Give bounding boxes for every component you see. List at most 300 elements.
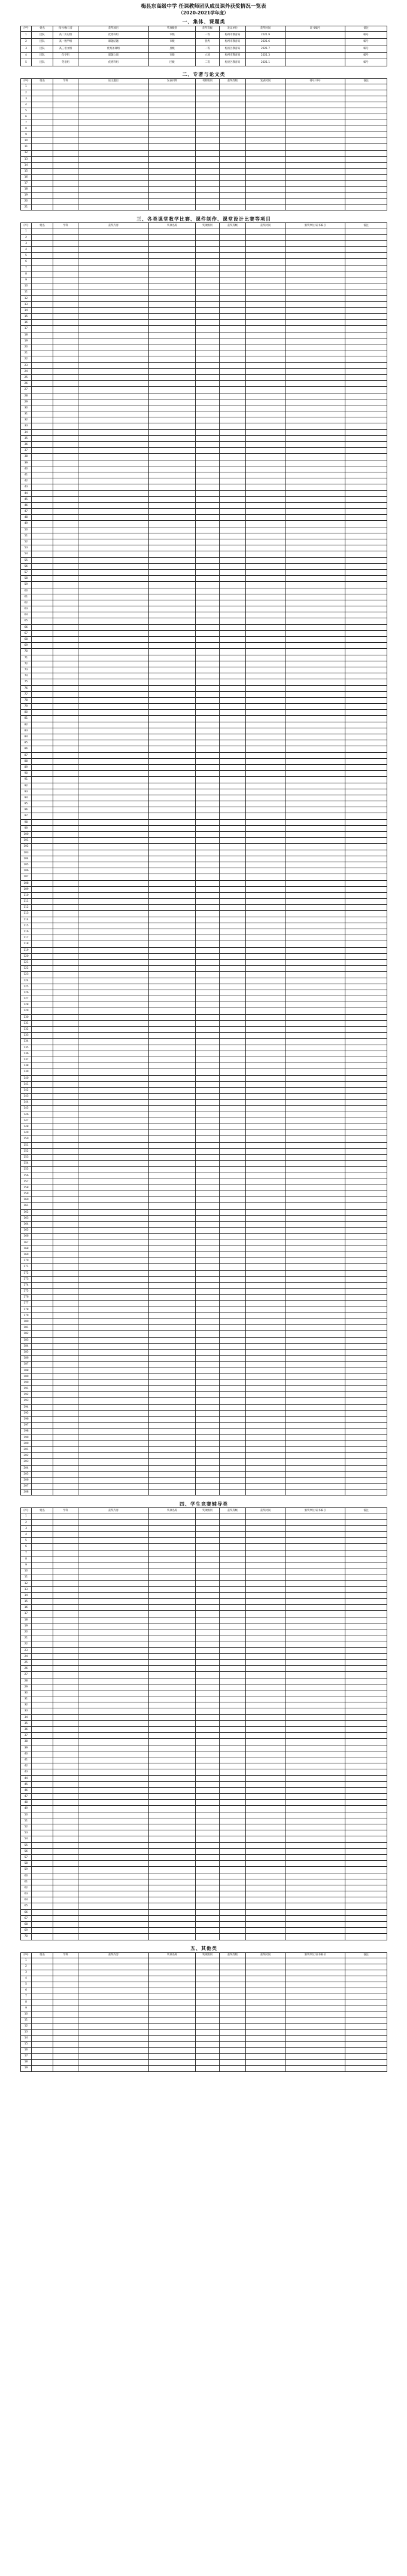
table-cell: [196, 454, 220, 460]
table-cell: [53, 1368, 78, 1374]
table-cell: [78, 132, 149, 138]
table-cell: [196, 253, 220, 259]
table-cell: [196, 1356, 220, 1362]
table-cell: [78, 844, 149, 850]
table-cell: [32, 1599, 53, 1605]
table-cell: [32, 405, 53, 411]
table-cell: [149, 1423, 196, 1429]
table-cell: [53, 96, 78, 102]
table-cell: [149, 150, 196, 156]
table-cell: [246, 417, 285, 423]
table-cell: [32, 551, 53, 557]
table-cell: [32, 1915, 53, 1921]
table-cell: [32, 1928, 53, 1934]
table-cell: [149, 320, 196, 326]
table-cell: [196, 1020, 220, 1026]
table-cell: [345, 1410, 387, 1416]
table-cell: [149, 181, 196, 187]
table-cell: [246, 90, 285, 96]
table-cell: [285, 1417, 345, 1423]
table-cell: [196, 1209, 220, 1215]
table-cell: [149, 271, 196, 277]
table-cell: [149, 850, 196, 856]
table-cell: [32, 228, 53, 234]
table-cell: [246, 314, 285, 320]
table-cell: [196, 1203, 220, 1209]
table-cell: [32, 612, 53, 618]
table-cell: [220, 1087, 246, 1093]
table-cell: [246, 1592, 285, 1598]
table-cell: [78, 807, 149, 813]
table-cell: [32, 1142, 53, 1148]
table-cell: [196, 545, 220, 551]
table-row: [21, 1928, 387, 1934]
table-cell: [246, 728, 285, 734]
table-cell: [246, 1087, 285, 1093]
table-cell: [285, 856, 345, 862]
table-cell: [220, 381, 246, 387]
table-cell: [246, 1228, 285, 1234]
table-cell: [78, 1836, 149, 1842]
table-cell: [285, 240, 345, 246]
table-cell: [220, 752, 246, 758]
table-cell: [78, 1794, 149, 1800]
table-cell: 56: [21, 563, 32, 569]
table-cell: 132: [21, 1027, 32, 1033]
table-row: [21, 1879, 387, 1885]
table-cell: [53, 521, 78, 527]
table-row: [21, 1490, 387, 1495]
table-cell: [246, 350, 285, 356]
table-cell: [78, 1051, 149, 1057]
table-row: [21, 187, 387, 193]
table-cell: [285, 777, 345, 783]
table-cell: [345, 771, 387, 777]
table-cell: [149, 399, 196, 405]
table-cell: [285, 783, 345, 789]
table-cell: [220, 399, 246, 405]
table-row: [21, 978, 387, 984]
table-cell: [246, 1720, 285, 1726]
table-cell: 167: [21, 1240, 32, 1246]
table-cell: [246, 240, 285, 246]
table-cell: [345, 181, 387, 187]
table-cell: 58: [21, 1861, 32, 1867]
table-row: [21, 174, 387, 180]
table-cell: [345, 856, 387, 862]
table-cell: 105: [21, 862, 32, 868]
table-cell: [53, 1228, 78, 1234]
table-cell: 162: [21, 1209, 32, 1215]
table-cell: [149, 1112, 196, 1118]
table-cell: 3: [21, 1970, 32, 1976]
table-cell: [246, 758, 285, 764]
table-cell: 161: [21, 1203, 32, 1209]
table-cell: [246, 515, 285, 521]
table-cell: [220, 1130, 246, 1136]
table-cell: [220, 162, 246, 168]
table-cell: [32, 1423, 53, 1429]
table-cell: [32, 1130, 53, 1136]
table-cell: [53, 1039, 78, 1045]
table-cell: [53, 1112, 78, 1118]
table-row: [21, 1994, 387, 2000]
table-row: [21, 1818, 387, 1824]
table-cell: [196, 685, 220, 691]
table-cell: [285, 301, 345, 307]
table-cell: [345, 1678, 387, 1684]
table-cell: [78, 1848, 149, 1854]
table-cell: [285, 667, 345, 673]
table-cell: [246, 2065, 285, 2071]
table-cell: [220, 344, 246, 350]
table-cell: [78, 326, 149, 332]
table-cell: [32, 527, 53, 533]
table-cell: [32, 1349, 53, 1355]
table-cell: [345, 332, 387, 338]
table-cell: 15: [21, 1599, 32, 1605]
table-row: [21, 600, 387, 606]
table-cell: 138: [21, 1063, 32, 1069]
column-header: 颁奖单位/证书编号: [285, 1508, 345, 1513]
table-cell: [246, 917, 285, 923]
table-cell: [196, 722, 220, 728]
table-cell: 166: [21, 1234, 32, 1240]
table-cell: [149, 478, 196, 484]
table-cell: 40: [21, 466, 32, 472]
table-cell: [78, 953, 149, 959]
table-cell: [220, 856, 246, 862]
table-cell: [149, 1751, 196, 1757]
table-row: [21, 1599, 387, 1605]
table-cell: [78, 1404, 149, 1410]
table-cell: 41: [21, 1757, 32, 1763]
table-row: [21, 1136, 387, 1142]
table-cell: [220, 728, 246, 734]
table-cell: [285, 295, 345, 301]
table-cell: [285, 911, 345, 917]
table-cell: [220, 1988, 246, 1994]
table-cell: [345, 1714, 387, 1720]
table-cell: [220, 1696, 246, 1702]
table-row: [21, 1897, 387, 1903]
table-cell: [246, 1356, 285, 1362]
table-cell: [196, 435, 220, 441]
table-cell: [78, 1094, 149, 1100]
table-cell: [246, 1331, 285, 1337]
table-cell: [78, 673, 149, 679]
table-cell: [196, 1903, 220, 1909]
table-cell: [32, 1148, 53, 1154]
table-cell: [246, 533, 285, 539]
table-cell: [285, 832, 345, 838]
table-cell: 48: [21, 1800, 32, 1806]
table-cell: [32, 1818, 53, 1824]
table-cell: [246, 819, 285, 825]
table-cell: [220, 624, 246, 630]
table-cell: [285, 1362, 345, 1368]
table-row: [21, 1423, 387, 1429]
table-cell: [53, 289, 78, 295]
table-cell: [32, 1592, 53, 1598]
table-row: [21, 825, 387, 831]
table-cell: [220, 1307, 246, 1313]
table-row: [21, 844, 387, 850]
table-row: [21, 862, 387, 868]
table-cell: [78, 2000, 149, 2006]
table-cell: [53, 630, 78, 636]
table-cell: [345, 502, 387, 508]
table-cell: 115: [21, 923, 32, 929]
table-cell: [285, 114, 345, 120]
table-cell: 20: [21, 199, 32, 205]
table-row: [21, 2023, 387, 2029]
table-cell: [220, 2065, 246, 2071]
table-cell: [32, 472, 53, 478]
table-cell: [78, 1270, 149, 1276]
table-cell: [345, 911, 387, 917]
table-cell: [32, 429, 53, 435]
table-cell: [32, 314, 53, 320]
table-cell: [32, 959, 53, 965]
table-cell: [78, 362, 149, 368]
table-cell: 141: [21, 1081, 32, 1087]
table-cell: [32, 1417, 53, 1423]
table-cell: [345, 1209, 387, 1215]
table-cell: [246, 1891, 285, 1897]
table-cell: [53, 539, 78, 545]
table-cell: [149, 1708, 196, 1714]
table-row: [21, 1720, 387, 1726]
table-cell: [78, 1720, 149, 1726]
table-cell: [53, 569, 78, 575]
table-cell: 12: [21, 295, 32, 301]
table-cell: [32, 1379, 53, 1385]
table-cell: 149: [21, 1130, 32, 1136]
table-cell: [149, 234, 196, 240]
table-cell: [285, 374, 345, 380]
table-cell: [32, 764, 53, 770]
table-cell: [53, 1379, 78, 1385]
table-cell: [78, 417, 149, 423]
table-row: [21, 1781, 387, 1787]
table-cell: [285, 1568, 345, 1574]
table-cell: [196, 271, 220, 277]
table-cell: [345, 2059, 387, 2065]
table-cell: [345, 96, 387, 102]
table-cell: [78, 795, 149, 801]
table-cell: [220, 1228, 246, 1234]
table-cell: [220, 1994, 246, 2000]
table-cell: [149, 1191, 196, 1197]
table-cell: [196, 911, 220, 917]
table-row: [21, 472, 387, 478]
table-cell: [345, 1641, 387, 1647]
table-cell: [285, 1525, 345, 1531]
table-cell: [220, 1623, 246, 1629]
table-cell: [53, 314, 78, 320]
table-cell: [345, 935, 387, 941]
table-cell: [53, 1465, 78, 1471]
table-cell: [246, 1033, 285, 1039]
table-cell: [32, 2000, 53, 2006]
table-cell: [32, 1075, 53, 1081]
table-cell: [78, 1289, 149, 1295]
table-cell: [246, 1714, 285, 1720]
table-cell: [196, 649, 220, 655]
table-cell: [196, 582, 220, 588]
table-cell: [78, 1477, 149, 1483]
table-row: [21, 448, 387, 454]
table-row: [21, 1020, 387, 1026]
table-cell: [220, 1429, 246, 1434]
table-cell: [53, 758, 78, 764]
table-cell: [149, 1392, 196, 1398]
table-cell: [53, 1471, 78, 1477]
table-cell: [149, 667, 196, 673]
table-cell: [345, 1148, 387, 1154]
table-cell: [285, 399, 345, 405]
table-cell: [345, 1513, 387, 1519]
table-cell: 市级: [149, 32, 196, 39]
table-cell: [345, 350, 387, 356]
table-cell: [345, 102, 387, 108]
table-row: [21, 1429, 387, 1434]
table-cell: [220, 825, 246, 831]
table-cell: [32, 1836, 53, 1842]
table-row: [21, 1002, 387, 1008]
table-cell: [196, 289, 220, 295]
table-cell: [196, 1069, 220, 1075]
table-row: [21, 199, 387, 205]
table-cell: [78, 1459, 149, 1465]
table-cell: [345, 868, 387, 874]
table-cell: 129: [21, 1008, 32, 1014]
table-cell: 26: [21, 1666, 32, 1672]
table-cell: [246, 205, 285, 210]
table-cell: [220, 102, 246, 108]
table-cell: [53, 1934, 78, 1940]
table-cell: [246, 1544, 285, 1550]
table-cell: [220, 819, 246, 825]
table-cell: [53, 1647, 78, 1653]
table-cell: [32, 576, 53, 582]
table-cell: [285, 935, 345, 941]
table-cell: [53, 472, 78, 478]
column-header: 获奖等级: [220, 78, 246, 84]
table-row: [21, 1861, 387, 1867]
table-cell: [345, 923, 387, 929]
table-cell: [149, 1440, 196, 1446]
table-cell: [78, 2041, 149, 2047]
table-cell: [196, 1471, 220, 1477]
table-cell: [53, 728, 78, 734]
table-cell: [149, 1094, 196, 1100]
table-cell: [196, 1684, 220, 1690]
table-cell: 180: [21, 1319, 32, 1325]
table-row: [21, 1532, 387, 1538]
table-cell: [220, 405, 246, 411]
table-cell: [285, 576, 345, 582]
table-row: [21, 1562, 387, 1568]
table-row: [21, 1733, 387, 1739]
table-cell: [53, 1020, 78, 1026]
column-header: 获奖时间: [246, 1508, 285, 1513]
table-cell: [78, 710, 149, 716]
table-cell: [78, 387, 149, 393]
table-cell: [345, 1769, 387, 1775]
table-cell: [32, 1641, 53, 1647]
table-cell: [246, 509, 285, 515]
table-row: [21, 2065, 387, 2071]
table-cell: [285, 2041, 345, 2047]
table-cell: [196, 539, 220, 545]
table-cell: [285, 1891, 345, 1897]
table-row: [21, 2041, 387, 2047]
table-cell: [246, 1440, 285, 1446]
table-cell: [285, 1252, 345, 1258]
table-cell: [246, 162, 285, 168]
table-cell: [246, 442, 285, 448]
table-cell: [246, 947, 285, 953]
table-cell: [246, 1812, 285, 1818]
table-cell: [78, 1033, 149, 1039]
table-cell: [149, 1410, 196, 1416]
table-cell: [196, 704, 220, 710]
table-cell: 88: [21, 758, 32, 764]
table-cell: [246, 1763, 285, 1769]
table-cell: 193: [21, 1398, 32, 1404]
table-cell: [78, 783, 149, 789]
table-cell: [220, 740, 246, 746]
table-cell: [53, 1459, 78, 1465]
table-cell: [149, 102, 196, 108]
table-cell: 编号: [345, 59, 387, 66]
table-cell: [196, 515, 220, 521]
table-cell: [32, 783, 53, 789]
table-cell: [345, 1417, 387, 1423]
table-cell: [220, 630, 246, 636]
table-cell: [78, 1484, 149, 1490]
table-cell: [285, 2023, 345, 2029]
table-cell: [246, 716, 285, 722]
table-cell: [220, 1812, 246, 1818]
table-cell: [246, 795, 285, 801]
table-cell: 208: [21, 1490, 32, 1495]
table-cell: [32, 953, 53, 959]
table-cell: [196, 132, 220, 138]
table-cell: [220, 1653, 246, 1659]
table-cell: [78, 771, 149, 777]
table-cell: [345, 1751, 387, 1757]
table-cell: [285, 1556, 345, 1562]
table-cell: [53, 1124, 78, 1130]
table-cell: [345, 1118, 387, 1124]
table-cell: 97: [21, 813, 32, 819]
table-cell: [246, 1781, 285, 1787]
table-cell: [345, 953, 387, 959]
table-cell: [53, 326, 78, 332]
table-cell: [53, 1922, 78, 1928]
table-cell: [78, 234, 149, 240]
table-cell: [149, 1794, 196, 1800]
table-cell: [53, 1252, 78, 1258]
table-cell: 67: [21, 630, 32, 636]
table-cell: [32, 1525, 53, 1531]
table-cell: [196, 144, 220, 150]
table-cell: [220, 1818, 246, 1824]
table-cell: [149, 1556, 196, 1562]
